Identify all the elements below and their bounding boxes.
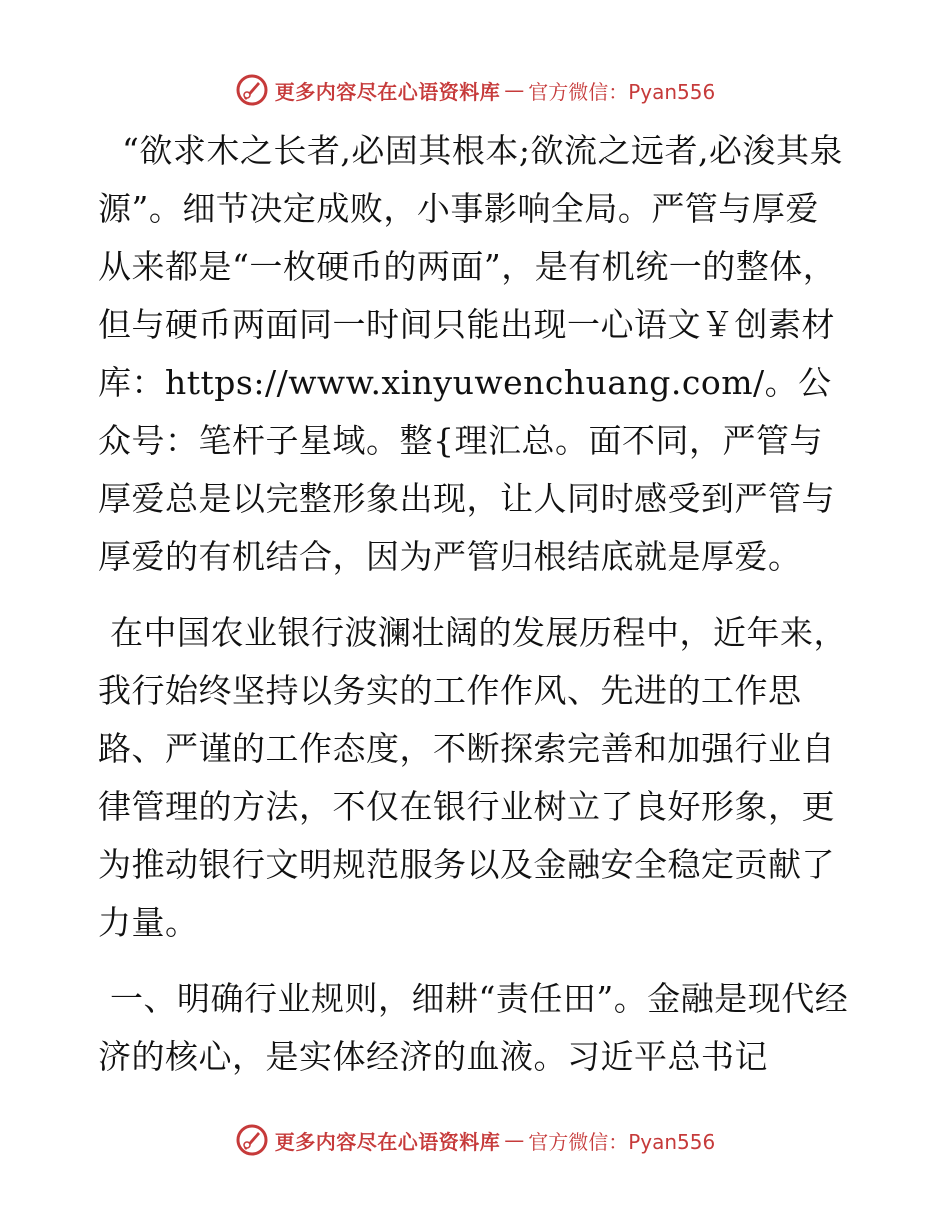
paragraph-3: 一、明确行业规则，细耕“责任田”。金融是现代经济的核心，是实体经济的血液。习近平总书记 bbox=[98, 979, 849, 1076]
quill-logo-icon bbox=[235, 73, 269, 107]
watermark-wechat: 官方微信：Pyan556 bbox=[528, 1129, 716, 1154]
watermark-text: 更多内容尽在心语资料库 bbox=[274, 1129, 501, 1154]
footer-watermark bbox=[0, 1120, 950, 1160]
watermark-wechat: 官方微信：Pyan556 bbox=[528, 79, 716, 104]
document-body bbox=[98, 122, 850, 1086]
header-watermark bbox=[0, 70, 950, 110]
quill-logo-icon bbox=[235, 1123, 269, 1157]
paragraph-1: “欲求木之长者,必固其根本;欲流之远者,必浚其泉源”。细节决定成败，小事影响全局。严管与厚爱从来都是“一枚硬币的两面”，是有机统一的整体，但与硬币两面同一时间只能出现一心语文￥创素材库：https://www.xinyuwenchuang.com/。公众号：笔杆子星域。整{理汇总。面不同，严管与厚爱总是以完整形象出现，让人同时感受到严管与厚爱的有机结合，因为严管归根结底就是厚爱。 bbox=[98, 131, 843, 576]
paragraph-2: 在中国农业银行波澜壮阔的发展历程中，近年来，我行始终坚持以务实的工作作风、先进的工作思路、严谨的工作态度，不断探索完善和加强行业自律管理的方法，不仅在银行业树立了良好形象，更为推动银行文明规范服务以及金融安全稳定贡献了力量。 bbox=[98, 613, 847, 942]
watermark-separator: — bbox=[504, 1128, 525, 1152]
watermark-separator: — bbox=[504, 78, 525, 102]
watermark-text: 更多内容尽在心语资料库 bbox=[274, 79, 501, 104]
